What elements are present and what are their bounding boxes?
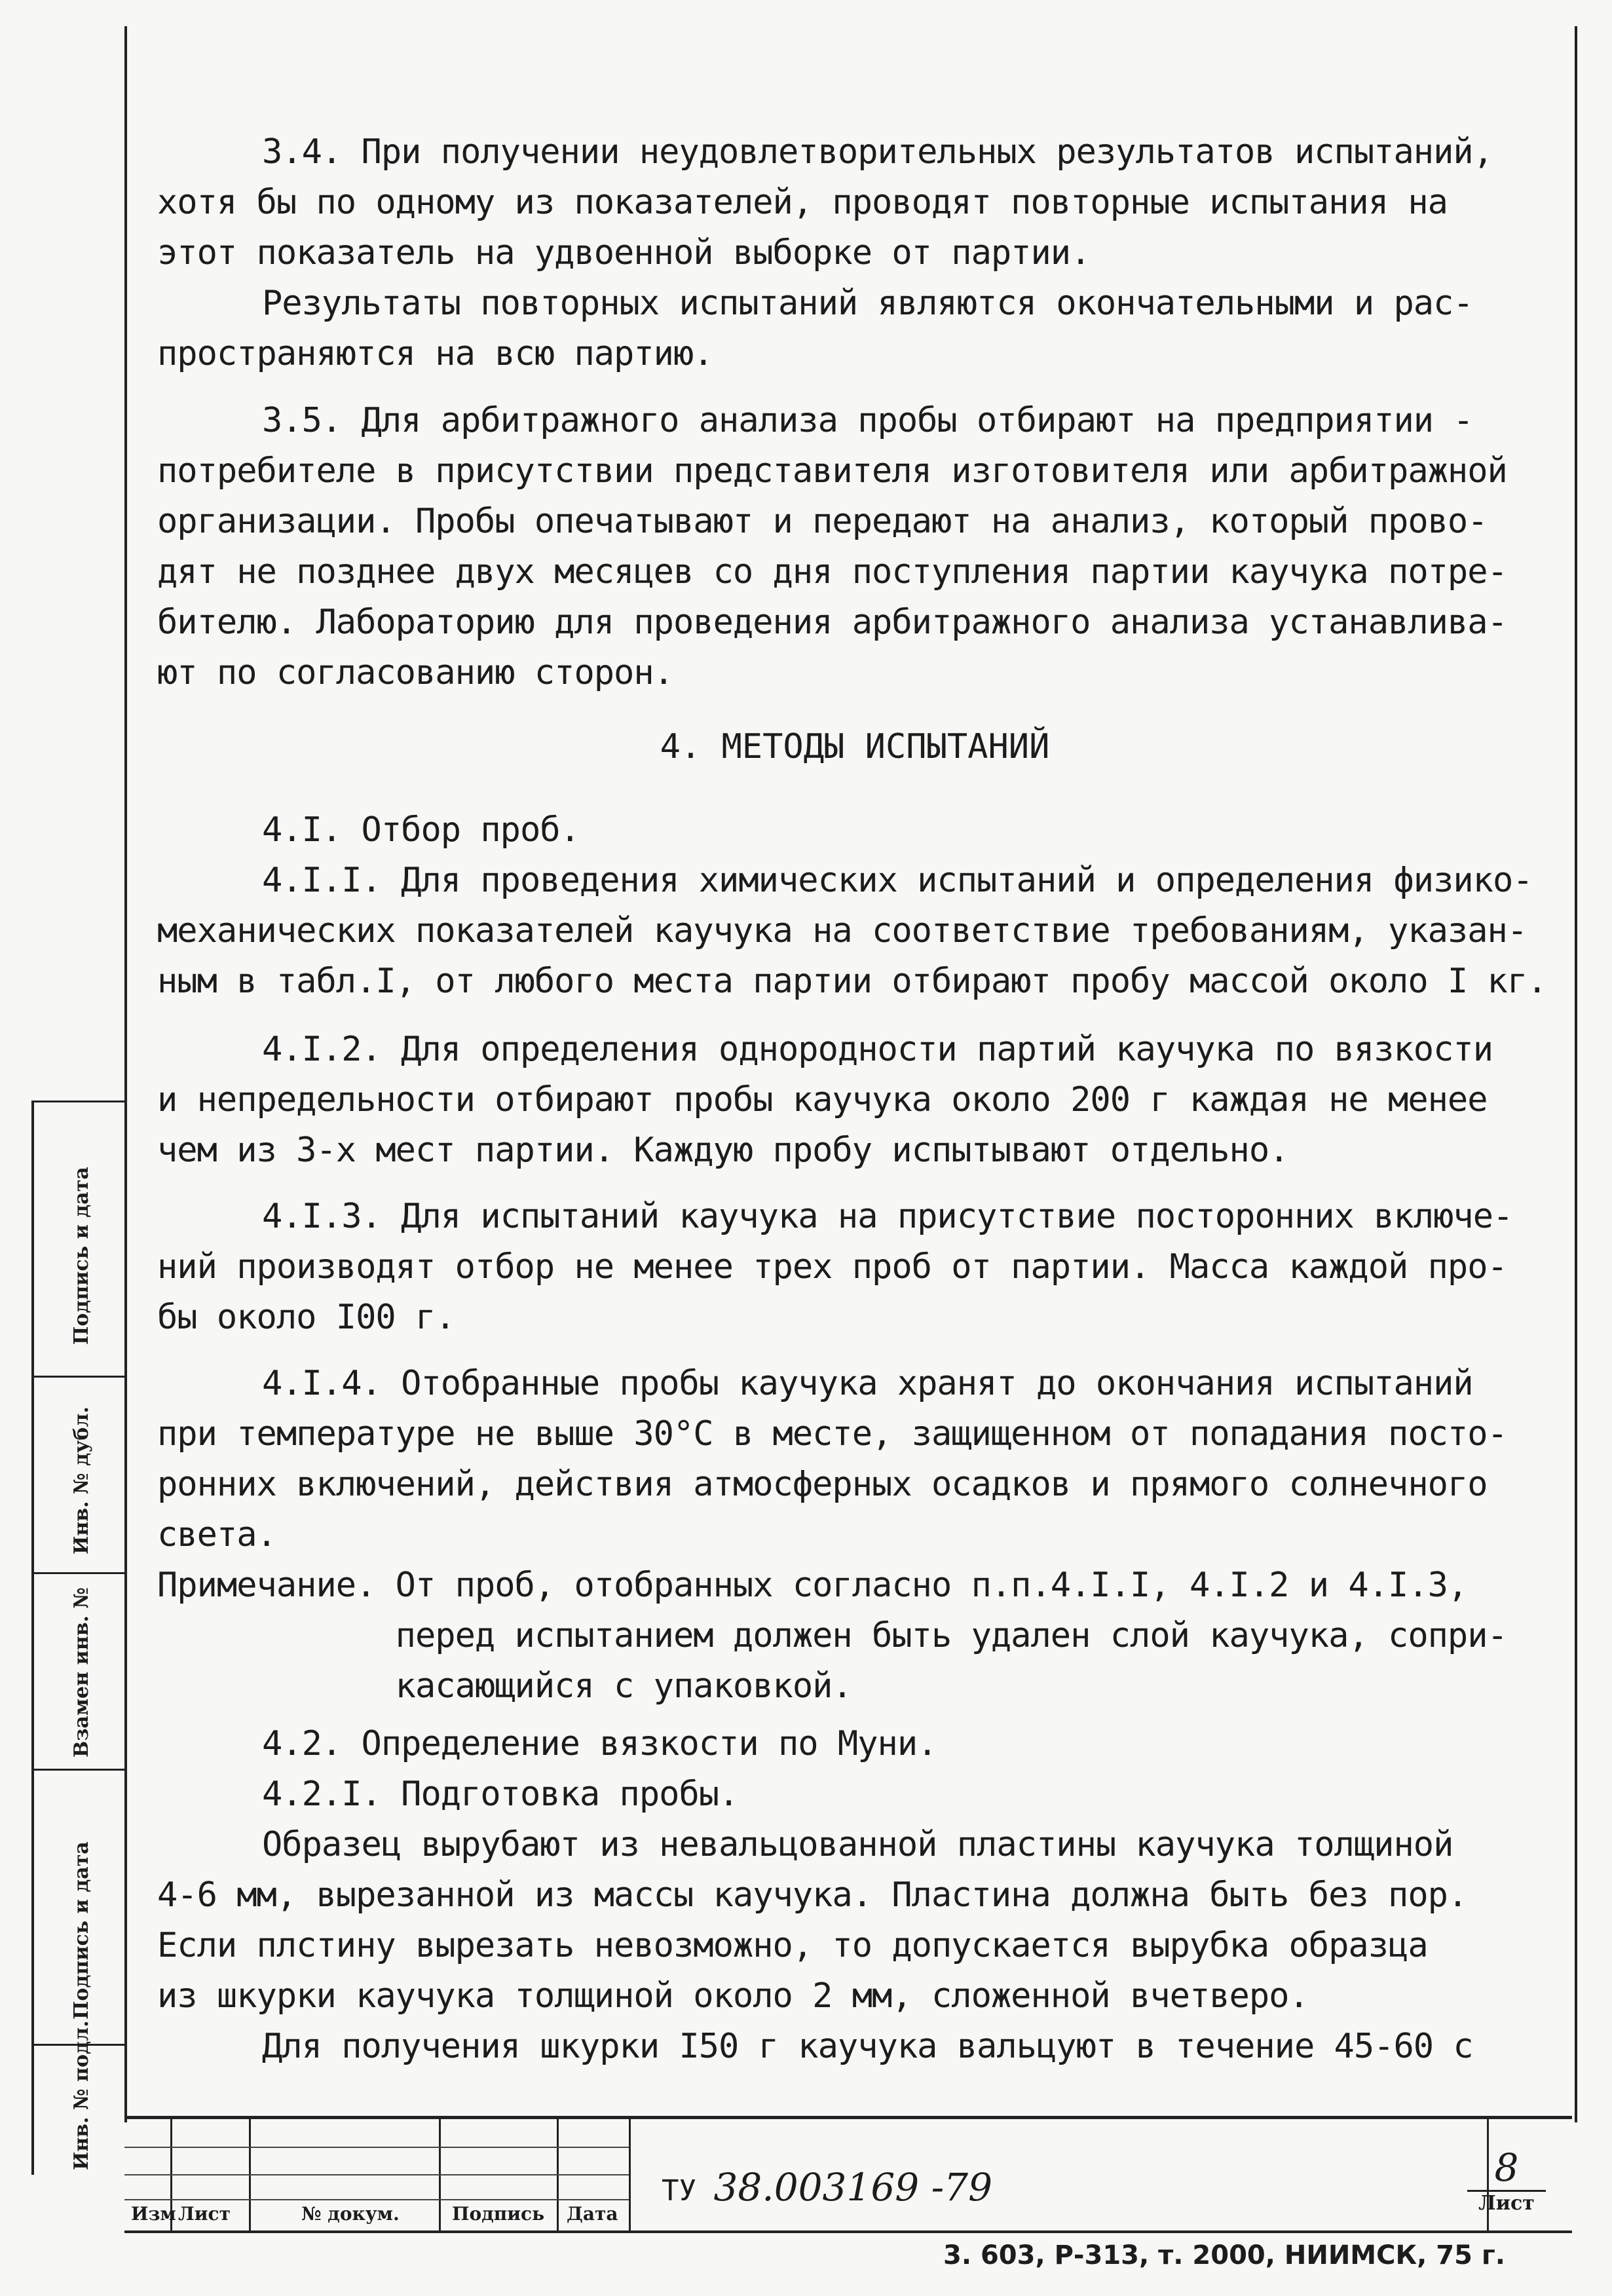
section-heading: 4. МЕТОДЫ ИСПЫТАНИЙ: [660, 727, 1050, 766]
text-line: этот показатель на удвоенной выборке от партии.: [157, 233, 1091, 273]
sidebar-replace-no: Взамен инв. №: [70, 1587, 93, 1758]
label-date: Дата: [567, 2203, 618, 2225]
text-line: при температуре не выше 30°С в месте, защищенном от попадания посто-: [157, 1414, 1507, 1454]
text-line: ют по согласованию сторон.: [157, 653, 673, 692]
label-list: Лист: [178, 2203, 231, 2225]
subsection-4-2-1: 4.2.I. Подготовка пробы.: [262, 1775, 739, 1814]
tu-number: 38.003169 -79: [713, 2165, 992, 2210]
text-line: хотя бы по одному из показателей, проводят повторные испытания на: [157, 183, 1448, 222]
sidebar-sign-date: Подпись и дата: [70, 1167, 93, 1345]
note: Примечание. От проб, отобранных согласно п.п.4.I.I, 4.I.2 и 4.I.3,: [157, 1566, 1468, 1605]
text-line: пространяются на всю партию.: [157, 334, 713, 373]
paragraph-4-2-1: Образец вырубают из невальцованной пластины каучука толщиной: [262, 1825, 1453, 1864]
sheet-number: 8: [1494, 2145, 1519, 2190]
text-line: потребителе в присутствии представителя изготовителя или арбитражной: [157, 451, 1507, 491]
margin-stamp-sidebar: [31, 1101, 126, 2175]
text-line: света.: [157, 1515, 276, 1554]
text-line: 4-6 мм, вырезанной из массы каучука. Пластина должна быть без пор.: [157, 1875, 1468, 1915]
text-line: ний производят отбор не менее трех проб от партии. Масса каждой про-: [157, 1247, 1507, 1287]
sidebar-cell: [34, 1572, 126, 1771]
text-line: механических показателей каучука на соответствие требованиям, указан-: [157, 911, 1528, 950]
text-line: и непредельности отбирают пробы каучука около 200 г каждая не менее: [157, 1080, 1488, 1120]
text-line: касающийся с упаковкой.: [157, 1666, 852, 1706]
document-code: [662, 2165, 992, 2210]
paragraph-4-1-3: 4.I.3. Для испытаний каучука на присутствие посторонних включе-: [262, 1197, 1513, 1236]
paragraph-4-1-4: 4.I.4. Отобранные пробы каучука хранят до окончания испытаний: [262, 1364, 1473, 1403]
text-line: из шкурки каучука толщиной около 2 мм, сложенной вчетверо.: [157, 1976, 1309, 2016]
title-block: [124, 2116, 1572, 2233]
sheet-label: Лист: [1467, 2190, 1546, 2215]
text-line: чем из 3-х мест партии. Каждую пробу испытывают отдельно.: [157, 1131, 1289, 1170]
paragraph-4-1-2: 4.I.2. Для определения однородности партий каучука по вязкости: [262, 1030, 1493, 1069]
subsection-4-1: 4.I. Отбор проб.: [262, 810, 580, 850]
paragraph-results: Результаты повторных испытаний являются окончательными и рас-: [262, 284, 1473, 323]
label-signature: Подпись: [452, 2203, 545, 2225]
title-block-row: [124, 2199, 629, 2200]
sidebar-cell: [34, 2020, 126, 2177]
text-line: Для получения шкурки I50 г каучука вальцуют в течение 45-60 с: [262, 2027, 1473, 2066]
label-izm: Изм: [131, 2203, 176, 2225]
text-line: организации. Пробы опечатывают и передают на анализ, который прово-: [157, 502, 1488, 541]
text-line: перед испытанием должен быть удален слой каучука, сопри-: [157, 1616, 1507, 1655]
sidebar-orig-no: Инв. № подл.: [70, 2020, 93, 2170]
sidebar-cell: [34, 1376, 126, 1574]
text-line: бителю. Лабораторию для проведения арбитражного анализа устанавлива-: [157, 603, 1507, 642]
text-line: бы около I00 г.: [157, 1298, 455, 1337]
text-line: ронних включений, действия атмосферных осадков и прямого солнечного: [157, 1465, 1488, 1504]
title-block-row: [124, 2174, 629, 2175]
sidebar-cell: [34, 1769, 126, 2046]
label-doc-no: № докум.: [301, 2203, 400, 2225]
sidebar-cell: [34, 1101, 126, 1378]
paragraph-4-1-1: 4.I.I. Для проведения химических испытаний и определения физико-: [262, 861, 1533, 900]
paragraph-3-5: 3.5. Для арбитражного анализа пробы отбирают на предприятии -: [262, 401, 1473, 440]
text-line: ным в табл.I, от любого места партии отбирают пробу массой около I кг.: [157, 962, 1547, 1001]
paragraph-3-4: 3.4. При получении неудовлетворительных результатов испытаний,: [262, 132, 1493, 172]
text-line: Если плстину вырезать невозможно, то допускается вырубка образца: [157, 1926, 1428, 1965]
sheet-number-box: [1467, 2145, 1546, 2215]
tu-prefix: ТУ: [662, 2174, 696, 2208]
printing-info: 3. 603, Р-313, т. 2000, НИИМСК, 75 г.: [943, 2240, 1505, 2270]
sidebar-dup-no: Инв. № дубл.: [70, 1406, 93, 1554]
sidebar-sign-date-2: Подпись и дата: [70, 1841, 93, 2020]
title-block-row: [124, 2147, 629, 2148]
text-line: дят не позднее двух месяцев со дня поступления партии каучука потре-: [157, 552, 1507, 592]
title-block-divider: [629, 2119, 631, 2230]
subsection-4-2: 4.2. Определение вязкости по Муни.: [262, 1724, 937, 1763]
